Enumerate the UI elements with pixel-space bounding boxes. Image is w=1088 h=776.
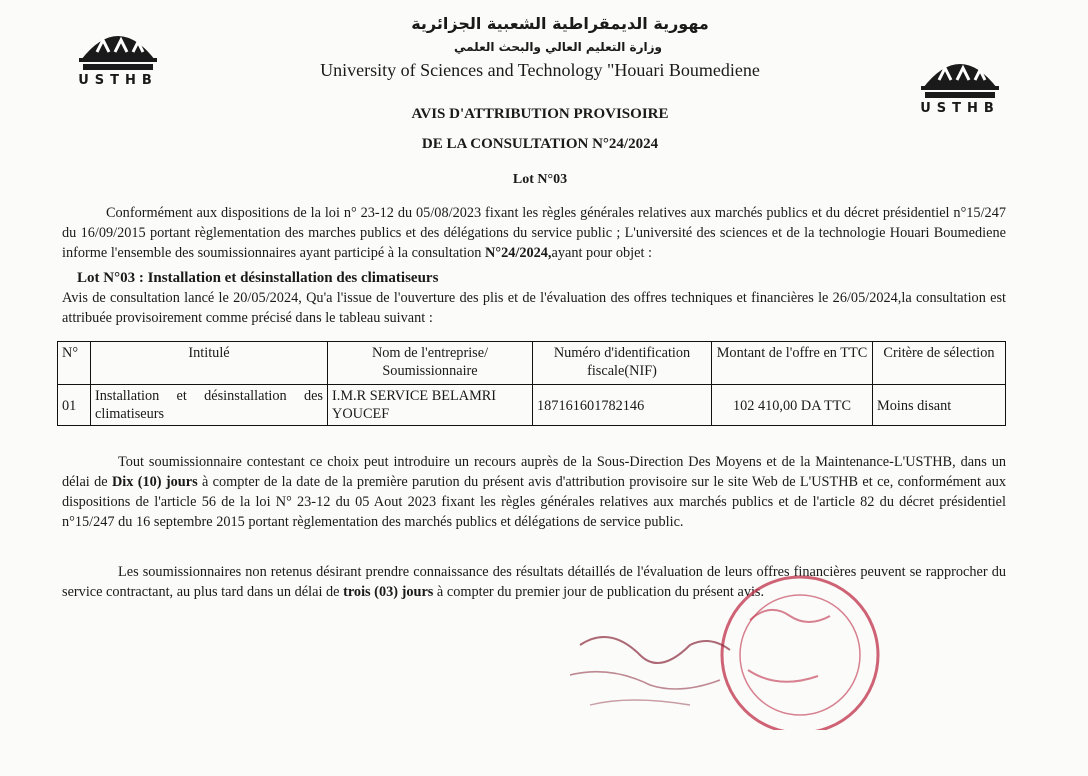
appeal-paragraph: [62, 452, 1006, 532]
usthb-logo-left: [73, 16, 163, 88]
table-cell: I.M.R SERVICE BELAMRI YOUCEF: [328, 385, 533, 426]
consultation-text: Avis de consultation lancé le 20/05/2024, Qu'a l'issue de l'ouverture des plis et de l'évaluation des offres techniques et financières le 26/05/2024,la consultation est attribuée provisoirement comme précisé dans le tableau suivant :: [62, 290, 1006, 326]
table-header-row: [58, 342, 1006, 385]
lot-heading: Lot N°03 : Installation et désinstallation des climatiseurs: [77, 270, 439, 286]
signature: [560, 625, 740, 730]
header-cell: Numéro d'identification fiscale(NIF): [533, 342, 712, 385]
table-cell: Installation et désinstallation des climatiseurs: [91, 385, 328, 426]
results-text: Les soumissionnaires non retenus désirant prendre connaissance des résultats détaillés de l'évaluation de leurs offres financières peuvent se rapprocher du service contractant, au plus tard dans un délai de: [62, 564, 1006, 600]
intro-text-end: ayant pour objet :: [551, 245, 652, 261]
arabic-republic-heading: مهورية الديمقراطية الشعبية الجزائرية: [411, 14, 709, 33]
arabic-ministry-heading: وزارة التعليم العالي والبحث العلمي: [453, 40, 663, 54]
results-deadline: trois (03) jours: [343, 584, 434, 600]
attribution-table: [57, 341, 1006, 426]
header-cell: Critère de sélection: [873, 342, 1006, 385]
header-cell: Nom de l'entreprise/ Soumissionnaire: [328, 342, 533, 385]
appeal-deadline: Dix (10) jours: [111, 474, 198, 490]
logo-acronym: USTHB: [78, 73, 158, 88]
university-name: University of Sciences and Technology "Houari Boumediene: [320, 60, 760, 80]
table-cell: 187161601782146: [533, 385, 712, 426]
header-cell: Montant de l'offre en TTC: [712, 342, 873, 385]
table-row: [58, 385, 1006, 426]
logo-acronym: USTHB: [920, 101, 1000, 116]
consultation-paragraph: [62, 288, 1006, 328]
intro-consultation-ref: N°24/2024,: [485, 245, 552, 261]
appeal-text-end: à compter de la date de la première parution du présent avis d'attribution provisoire sur le site Web de L'USTHB et ce, conformément aux dispositions de l'article 56 de la loi N° 23-12 du 05 Aout 2023 fixant les règles générales relatives aux marchés publics et de l'article 82 du décret présidentiel n°15/247 du 16 septembre 2015 portant règlementation des marchés publics et délégations de service public.: [62, 474, 1006, 530]
usthb-logo-right: [915, 44, 1005, 116]
notice-title: AVIS D'ATTRIBUTION PROVISOIRE: [411, 106, 669, 122]
lot-number: Lot N°03: [512, 172, 568, 187]
consultation-number: DE LA CONSULTATION N°24/2024: [421, 136, 659, 152]
results-text-end: à compter du premier jour de publication du présent avis.: [433, 584, 765, 600]
intro-paragraph: [62, 203, 1006, 263]
table-cell: 01: [58, 385, 91, 426]
table-cell: 102 410,00 DA TTC: [712, 385, 873, 426]
intro-text: Conformément aux dispositions de la loi n° 23-12 du 05/08/2023 fixant les règles générales relatives aux marchés publics et du décret présidentiel n°15/247 du 16/09/2015 portant règlementation des marches publics et des délégations du service public ; L'université des sciences et de la technologie Houari Boumediene informe l'ensemble des soumissionnaires ayant participé à la consultation: [62, 205, 1006, 261]
header-cell: Intitulé: [91, 342, 328, 385]
table-cell: Moins disant: [873, 385, 1006, 426]
header-cell: N°: [58, 342, 91, 385]
appeal-text: Tout soumissionnaire contestant ce choix peut introduire un recours auprès de la Sous-Direction Des Moyens et de la Maintenance-L'USTHB, dans un délai de: [62, 454, 1006, 490]
